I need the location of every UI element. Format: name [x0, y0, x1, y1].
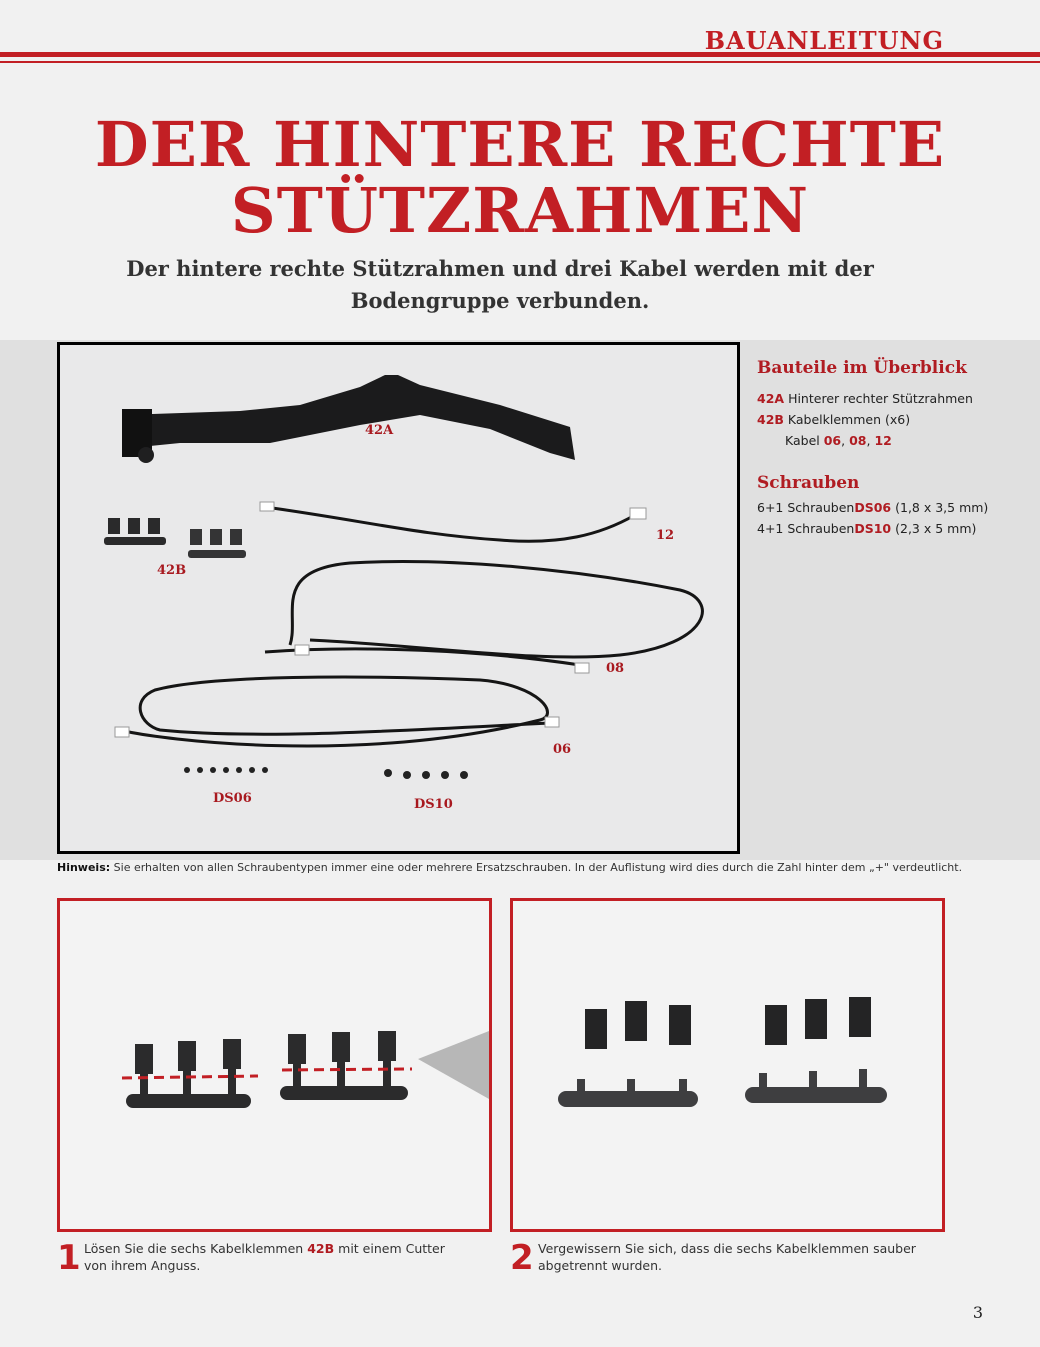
step-2-photo: [510, 898, 945, 1232]
label-42b: 42B: [157, 563, 187, 578]
parts-overview-photo: [57, 342, 740, 854]
title-line-1: DER HINTERE RECHTE: [94, 108, 946, 181]
screw-code: DS06: [854, 500, 892, 515]
step-2-illustration: [513, 901, 942, 1229]
screw-item: [757, 497, 1027, 518]
step-1-number: 1: [57, 1238, 81, 1278]
cutter-blade: [418, 1031, 489, 1099]
screw-code: DS10: [854, 521, 892, 536]
section-label: BAUANLEITUNG: [704, 26, 944, 55]
step-2-number: 2: [510, 1238, 534, 1278]
step-1-text: [84, 1240, 464, 1274]
cable-code: 08: [849, 433, 867, 448]
part-item: [757, 409, 1027, 430]
cable-12: [265, 507, 635, 541]
cable-06: [120, 677, 550, 746]
step-1-text-before: Lösen Sie die sechs Kabelklemmen: [84, 1241, 304, 1256]
title-line-2: STÜTZRAHMEN: [230, 174, 810, 247]
screw-prefix: 6+1 Schrauben: [757, 500, 855, 515]
parts-heading: Bauteile im Überblick: [757, 358, 967, 378]
label-ds10: DS10: [414, 797, 453, 812]
spare-screws-note: [57, 861, 962, 874]
step-2-text: Vergewissern Sie sich, dass die sechs Kabelklemmen sauber abgetrennt wurden.: [538, 1241, 916, 1273]
clip-sprue-left: [104, 518, 166, 545]
cable-08: [265, 562, 702, 665]
parts-list: [757, 358, 1027, 539]
clip-sprue-right: [188, 529, 246, 558]
cables-prefix: Kabel: [785, 433, 820, 448]
cut-line-left: [122, 1076, 258, 1078]
label-cable-06: 06: [553, 742, 572, 757]
cut-line-right: [282, 1069, 412, 1070]
cable-code: 12: [874, 433, 892, 448]
label-cable-08: 08: [606, 661, 625, 676]
cable-code: 06: [823, 433, 842, 448]
step-1-photo: [57, 898, 492, 1232]
cables-row: Kabel 06, 08, 12: [785, 433, 892, 448]
part-desc: Kabelklemmen (x6): [787, 412, 911, 427]
part-item: [757, 388, 1027, 409]
screws-heading: Schrauben: [757, 473, 860, 493]
page-number: 3: [972, 1303, 983, 1322]
screws-ds10: [384, 769, 468, 779]
screw-item: [757, 518, 1027, 539]
label-42a: 42A: [365, 423, 394, 438]
subtitle-line-2: Bodengruppe verbunden.: [350, 288, 650, 313]
parts-illustration: [60, 345, 737, 851]
step-1-code: 42B: [307, 1241, 335, 1256]
part-desc: Hinterer rechter Stützrahmen: [788, 391, 973, 406]
part-code: 42B: [757, 412, 784, 427]
step-1-text-after: mit einem Cutter von ihrem Anguss.: [84, 1241, 445, 1273]
note-text: Sie erhalten von allen Schraubentypen immer eine oder mehrere Ersatzschrauben. In der Auflistung wird dies durch die Zahl hinter dem „+" verdeutlicht.: [113, 861, 963, 874]
page-subtitle: [0, 253, 1000, 317]
step-1-illustration: [60, 901, 489, 1229]
screw-prefix: 4+1 Schrauben: [757, 521, 855, 536]
support-frame-42a: [122, 375, 575, 460]
label-ds06: DS06: [213, 791, 252, 806]
screw-size: (2,3 x 5 mm): [895, 521, 977, 536]
header-rule-bottom: [0, 61, 1040, 63]
screws-ds06: [184, 767, 268, 773]
subtitle-line-1: Der hintere rechte Stützrahmen und drei Kabel werden mit der: [126, 256, 874, 281]
label-cable-12: 12: [656, 528, 675, 543]
page-title: [0, 108, 1040, 247]
screw-size: (1,8 x 3,5 mm): [895, 500, 989, 515]
part-code: 42A: [757, 391, 785, 406]
note-label: Hinweis:: [57, 861, 111, 874]
